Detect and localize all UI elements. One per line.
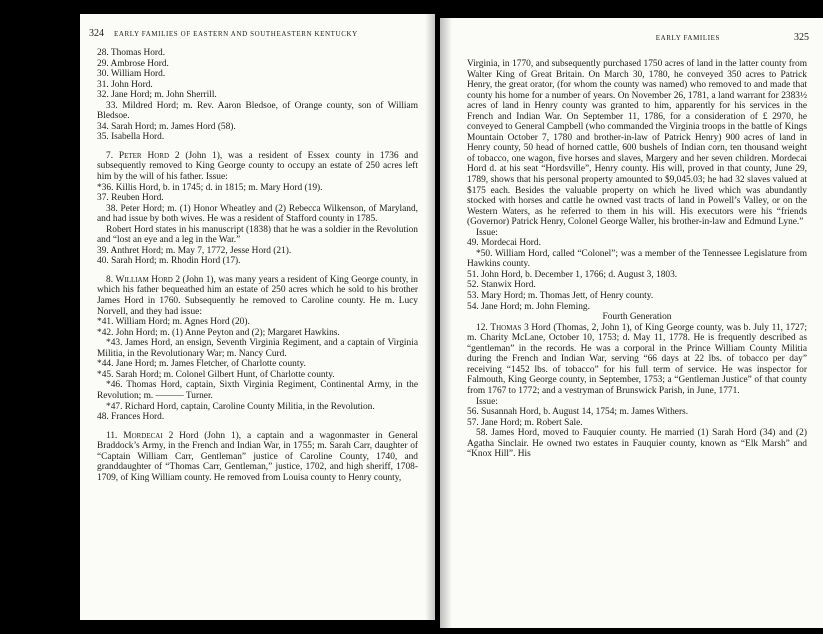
list-item: 56. Susannah Hord, b. August 14, 1754; m. James Withers.: [467, 407, 689, 418]
issue-label: Issue:: [476, 227, 498, 238]
list-item: *43. James Hord, an ensign, Seventh Virginia Regiment, and a captain of Virginia Militia, in the Revolutionary War; m. Nancy Curd.: [97, 338, 418, 359]
entry-mordecai-hord: [97, 431, 418, 484]
list-item: 38. Peter Hord; m. (1) Honor Wheatley and (2) Rebecca Wilkenson, of Maryland, and had issue by both wives. He was a resident of Stafford county in 1785.: [97, 203, 418, 225]
list-item: 58. James Hord, moved to Fauquier county. He married (1) Sarah Hord (34) and (2) Agatha Sinclair. He owned two estates in Fauquier county, known as “Elk Marsh” and “Knox Hill”. His: [467, 428, 807, 460]
list-item: 31. John Hord.: [97, 79, 153, 90]
list-item: *50. William Hord, called “Colonel”; was a member of the Tennessee Legislature from Hawkins county.: [467, 248, 807, 270]
right-page: [440, 18, 823, 628]
list-item: 49. Mordecai Hord.: [467, 238, 541, 249]
list-item: 29. Ambrose Hord.: [97, 58, 169, 69]
right-page-body: [467, 59, 807, 460]
entry-name: William Hord: [115, 274, 173, 285]
list-item: 34. Sarah Hord; m. James Hord (58).: [97, 121, 236, 132]
list-item: 32. Jane Hord; m. John Sherrill.: [97, 90, 217, 101]
entry-name: Mordecai: [123, 430, 163, 441]
left-page-body: [97, 48, 418, 483]
entry-name: Peter Hord: [118, 150, 169, 161]
entry-text: 2 (John 1), was a resident of Essex county in 1736 and subsequently removed to King George county to occupy an estate of 250 acres left him by the will of his father. Issue:: [97, 150, 419, 183]
list-item: 40. Sarah Hord; m. Rhodin Hord (17).: [97, 256, 241, 267]
list-item: 39. Anthret Hord; m. May 7, 1772, Jesse Hord (21).: [97, 245, 292, 256]
right-page-number: 325: [794, 32, 809, 43]
list-item: *36. Killis Hord, b. in 1745; d. in 1815; m. Mary Hord (19).: [97, 182, 323, 193]
generation-heading: Fourth Generation: [602, 312, 672, 323]
list-item: 51. John Hord, b. December 1, 1766; d. August 3, 1803.: [467, 269, 678, 280]
list-item: 37. Reuben Hord.: [97, 193, 164, 204]
list-item: 52. Stanwix Hord.: [467, 280, 536, 291]
entry-number: 8.: [106, 274, 114, 285]
entry-text: 3 Hord (Thomas, 2, John 1), of King George county, was b. July 11, 1727; m. Charity McLane, October 10, 1753; d. May 11, 1778. He is frequently described as “gentleman” in the records. He was a corporal in the Prince William County Militia during the French and Indian War, serving “66 days at 22 lbs. of tobacco per day” receiving “1452 lbs. of tobacco” for his full term of service. He was inspector for Falmouth, King George county, in September, 1753; a “Gentleman Justice” of that county from 1767 to 1772; and a vestryman of Brunswick Parish, in June, 1771.: [467, 322, 808, 396]
list-item: 35. Isabella Hord.: [97, 132, 165, 143]
list-item: 54. Jane Hord; m. John Fleming.: [467, 301, 590, 312]
entry-number: 12.: [476, 322, 488, 333]
right-page-header: [450, 32, 809, 43]
left-running-head: EARLY FAMILIES OF EASTERN AND SOUTHEASTERN KENTUCKY: [114, 30, 358, 38]
issue-label: Issue:: [476, 396, 498, 407]
list-item: 48. Frances Hord.: [97, 412, 165, 423]
left-page: [80, 14, 435, 620]
list-item: 53. Mary Hord; m. Thomas Jett, of Henry county.: [467, 291, 654, 302]
entry-number: 7.: [106, 150, 114, 161]
list-item: *44. Jane Hord; m. James Fletcher, of Charlotte county.: [97, 359, 306, 370]
entry-number: 11.: [106, 430, 118, 441]
entry-name: Thomas: [490, 322, 522, 333]
entry-peter-hord: [97, 151, 418, 183]
list-item: *46. Thomas Hord, captain, Sixth Virginia Regiment, Continental Army, in the Revolution; m. ——— Turner.: [97, 380, 418, 401]
list-item: 33. Mildred Hord; m. Rev. Aaron Bledsoe, of Orange county, son of William Bledsoe.: [97, 100, 418, 122]
entry-william-hord: [97, 275, 418, 317]
list-item: 30. William Hord.: [97, 69, 166, 80]
robert-note: Robert Hord states in his manuscript (1838) that he was a soldier in the Revolution and “lost an eye and a leg in the War.”: [97, 224, 418, 246]
entry-text: 2 (John 1), was many years a resident of King George county, in which his father bequeathed him an estate of 250 acres which he sold to his brother James Hord in 1760. Subsequently he removed to Caroline county. He m. Lucy Norvell, and they had issue:: [97, 274, 418, 317]
list-item: *41. William Hord; m. Agnes Hord (20).: [97, 317, 250, 328]
list-item: *47. Richard Hord, captain, Caroline County Militia, in the Revolution.: [106, 401, 375, 412]
list-item: *42. John Hord; m. (1) Anne Peyton and (2); Margaret Hawkins.: [97, 327, 340, 338]
entry-thomas-hord: [467, 323, 807, 397]
left-page-number: 324: [89, 28, 104, 39]
continued-paragraph: Virginia, in 1770, and subsequently purchased 1750 acres of land in the latter county from Walter King of Great Britain. On March 30, 1780, he conveyed 350 acres to Patrick Henry, the great orator, (for whom the county was named) who removed to and made that county his home for a number of years. On November 26, 1781, a land warrant for 2383½ acres of land in Henry county was granted to him, apparently for his services in the French and Indian War. On September 11, 1786, for a consideration of £ 2970, he conveyed to General Campbell (who commanded the Virginia troops in the battle of Kings Mountain October 7, 1780 and brother-in-law of Patrick Henry) 900 acres of land in Henry county, 50 head of horned cattle, 600 bushels of Indian corn, ten thousand weight of tobacco, one wagon, five horses and slaves, Margery and her seven children. Mordecai Hord d. at his seat “Hordsville”, Henry county. His will, proved in that county, June 29, 1789, shows that his personal property amounted to $9,045.03; he had 32 slaves valued at $175 each. Besides the valuable property on which he lived which was abundantly stocked with horses and cattle he owned vast tracts of land in Powell’s Valley, or on the Western Waters, as he referred to them in his will. His executors were his “friends (Governor) Patrick Henry, Colonel George Waller, his brother-in-law and Edmund Lyne.”: [467, 59, 807, 228]
list-item: 57. Jane Hord; m. Robert Sale.: [467, 417, 583, 428]
left-page-header: [89, 28, 419, 39]
right-running-head: EARLY FAMILIES: [655, 34, 720, 42]
list-item: 28. Thomas Hord.: [97, 48, 166, 58]
list-item: *45. Sarah Hord; m. Colonel Gilbert Hunt, of Charlotte county.: [97, 369, 335, 380]
entry-text: 2 Hord (John 1), a captain and a wagonmaster in General Braddock’s Army, in the French and Indian War, in 1755; m. Sarah Carr, daughter of “Captain William Carr, Gentleman” justice of Caroline County, 1740, and granddaughter of “Thomas Carr, Gentleman,” justice, 1702, and high sheriff, 1708-1709, of King William county. He removed from Louisa county to Henry county,: [97, 430, 419, 483]
